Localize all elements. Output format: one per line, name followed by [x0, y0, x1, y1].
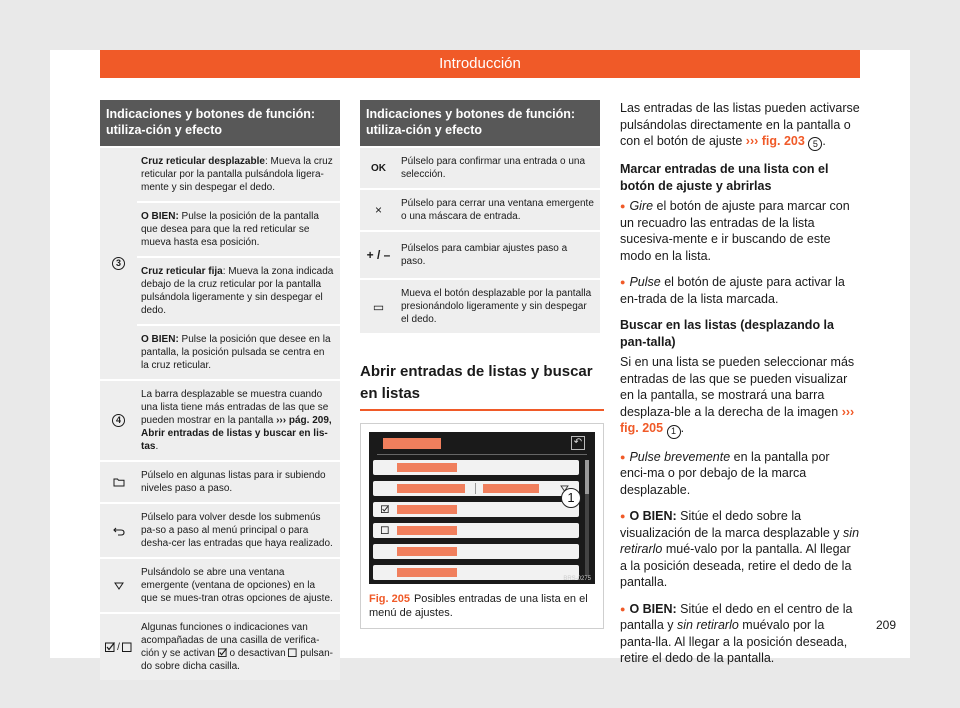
- table-row-crosshair: [100, 146, 340, 379]
- back-arrow-icon: ↶: [571, 436, 585, 450]
- subheading-mark-entries: Marcar entradas de una lista con el botón de ajuste y abrirlas: [620, 162, 829, 193]
- table-row-checkbox: / Algunas funciones o indicaciones van acompañadas de una casilla de verifica-ción y se activan o desactivan pulsan-do sobre dicha casilla.: [100, 612, 340, 680]
- bullet-turn: ● Gire el botón de ajuste para marcar con un recuadro las entradas de la lista sucesiva-mente e ir buscando de este modo en la lista.: [620, 198, 860, 264]
- back-description: Púlselo para volver desde los submenús pa-so a paso al menú principal o para desha-cer las entradas que haya realizado.: [141, 512, 333, 549]
- close-icon: ×: [374, 203, 382, 217]
- list-item: [373, 502, 579, 517]
- table-row-triangle: [100, 557, 340, 612]
- list-item: [373, 544, 579, 559]
- ok-description: Púlselo para confirmar una entrada o una selección.: [401, 156, 586, 180]
- crosshair-movable-text: Cruz reticular desplazable: Mueva la cruz reticular por la pantalla pulsándola ligera-mente y sin despegar el dedo.: [141, 156, 333, 193]
- table-row-ok: [360, 146, 600, 188]
- table-2-heading: Indicaciones y botones de función: utiliza-ción y efecto: [360, 100, 600, 146]
- scrollbar-description: La barra desplazable se muestra cuando una lista tiene más entradas de las que se pueden mostrar en la pantalla ››› pág. 209, Abrir entradas de listas y buscar en lis-tas.: [141, 389, 332, 452]
- bullet-or-drag-marker: ● O BIEN: Sitúe el dedo sobre la visualización de la marca desplazable y sin retirarlo mué-valo por la pantalla. Al llegar a la posición deseada, retire el dedo de la pantalla.: [620, 508, 860, 591]
- scrollbar-thumb: [585, 460, 589, 494]
- plus-minus-icon: + / –: [366, 248, 391, 262]
- bullet-press: ● Pulse el botón de ajuste para activar la en-trada de la lista marcada.: [620, 274, 860, 307]
- function-table-1: [100, 100, 340, 680]
- crosshair-alt-text-1: O BIEN: Pulse la posición de la pantalla que desea para que la red reticular se mueva hasta esa posición.: [137, 201, 340, 256]
- section-title: Abrir entradas de listas y buscar en listas: [360, 361, 604, 411]
- subheading-search-lists: Buscar en las listas (desplazando la pan-talla): [620, 318, 834, 349]
- body-text-column: [620, 100, 860, 677]
- scrollbar: [585, 460, 589, 576]
- bullet-or-drag-center: ● O BIEN: Sitúe el dedo en el centro de la pantalla y sin retirarlo muévalo por la panta-lla. Al llegar a la posición deseada, retire el dedo de la pantalla.: [620, 601, 860, 667]
- plus-minus-description: Púlselos para cambiar ajustes paso a paso.: [401, 243, 568, 267]
- figure-code: BRS-0275: [563, 576, 591, 582]
- table-row-slider: [360, 278, 600, 333]
- triangle-description: Pulsándolo se abre una ventana emergente (ventana de opciones) en la que se mues-tran otras opciones de ajuste.: [141, 567, 333, 604]
- checkbox-empty-icon: [381, 526, 389, 534]
- callout-3-cell: [100, 148, 137, 379]
- figure-205: [360, 423, 604, 629]
- figure-callout-1: 1: [561, 488, 581, 508]
- folder-description: Púlselo en algunas listas para ir subiendo niveles paso a paso.: [141, 470, 326, 494]
- checkbox-checked-icon: [218, 648, 227, 657]
- checkbox-description: Algunas funciones o indicaciones van acompañadas de una casilla de verifica-ción y se activan o desactivan pulsan-do sobre dicha casilla.: [141, 622, 334, 672]
- list-item: [373, 523, 579, 538]
- list-item: [373, 481, 579, 496]
- intro-paragraph: Las entradas de las listas pueden activarse pulsándolas directamente en la pantalla o con el botón de ajuste ››› fig. 203 5 .: [620, 100, 860, 151]
- checkbox-empty-icon: [122, 642, 132, 652]
- table-row-scrollbar: [100, 379, 340, 460]
- infotainment-screen-illustration: [369, 432, 595, 584]
- table-1-heading: Indicaciones y botones de función: utiliza-ción y efecto: [100, 100, 340, 146]
- ok-symbol: OK: [371, 162, 386, 174]
- callout-4-cell: [100, 381, 137, 460]
- callout-number-4: 4: [112, 414, 125, 427]
- table-row-plus-minus: [360, 230, 600, 278]
- crosshair-fixed-text: Cruz reticular fija: Mueva la zona indicada debajo de la cruz reticular por la pantalla pulsándola ligeramente y sin despegar el dedo.: [137, 256, 340, 324]
- list-item: [373, 565, 579, 580]
- checkbox-checked-icon: [381, 505, 389, 513]
- figure-caption: Fig. 205 Posibles entradas de una lista en el menú de ajustes.: [369, 593, 588, 619]
- table-row-close: [360, 188, 600, 230]
- search-paragraph: Si en una lista se pueden seleccionar más entradas de las que se pueden visualizar en la pantalla, se mostrará una barra desplaza-ble a la derecha de la imagen ››› fig. 205 1 .: [620, 354, 860, 438]
- bullet-press-briefly: ● Pulse brevemente en la pantalla por enci-ma o por debajo de la marca desplazable.: [620, 449, 860, 499]
- page-number: 209: [875, 618, 896, 632]
- triangle-down-icon: [114, 582, 124, 590]
- page-header: Introducción: [100, 50, 860, 78]
- close-description: Púlselo para cerrar una ventana emergente o una máscara de entrada.: [401, 198, 594, 222]
- slider-icon: ▭: [372, 299, 385, 314]
- table-row-folder: [100, 460, 340, 502]
- folder-icon: [113, 477, 125, 487]
- slider-description: Mueva el botón desplazable por la pantalla presionándolo ligeramente y sin despegar el dedo.: [401, 288, 592, 325]
- callout-number-3: 3: [112, 257, 125, 270]
- crosshair-alt-text-2: O BIEN: Pulse la posición que desee en la pantalla, la posición pulsada se centra en la cruz reticular.: [137, 324, 340, 379]
- table-row-back: [100, 502, 340, 557]
- back-arrow-icon: [113, 526, 125, 536]
- checkbox-checked-icon: [105, 642, 115, 652]
- manual-page: [50, 50, 910, 672]
- list-item: [373, 460, 579, 475]
- function-table-2: [360, 100, 600, 629]
